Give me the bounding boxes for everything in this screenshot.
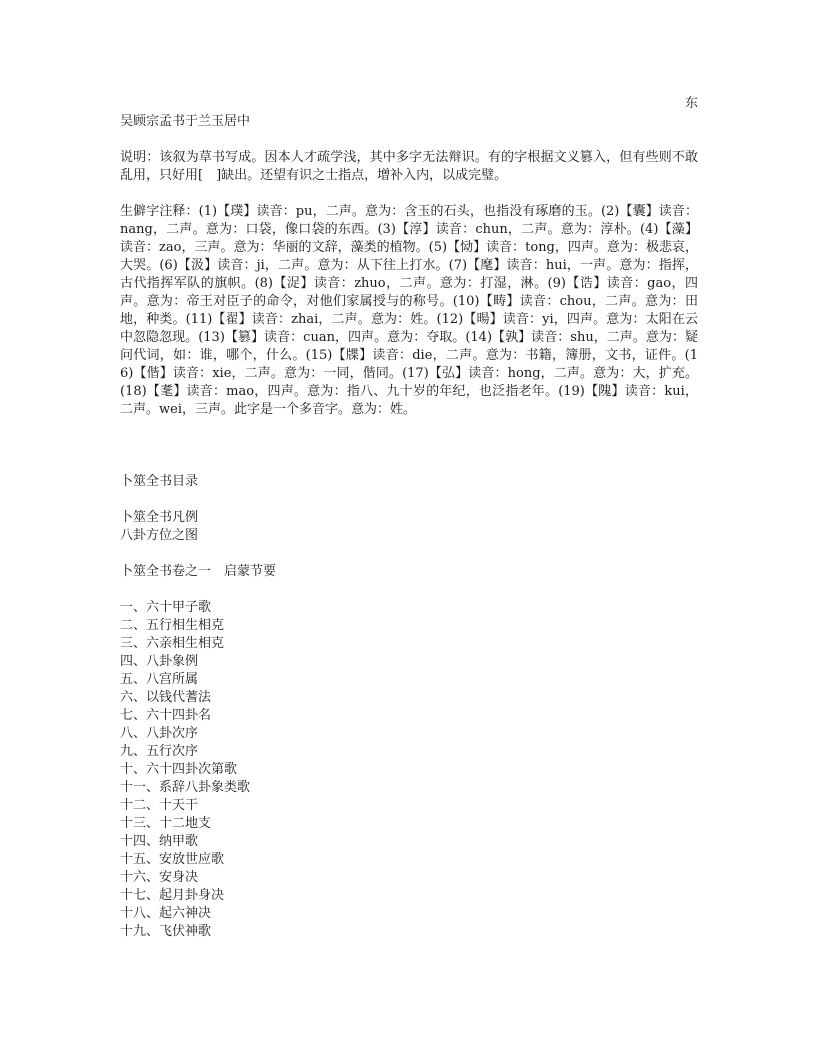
toc-item: 二、五行相生相克 — [120, 618, 225, 633]
toc-item: 十二、十天干 — [120, 798, 199, 813]
toc-item: 一、六十甲子歌 — [120, 600, 212, 615]
glossary-paragraph: 生僻字注释：(1)【璞】读音：pu，二声。意为：含玉的石头，也指没有琢磨的玉。(2)【囊】读音：nang，二声。意为：口袋，像口袋的东西。(3)【淳】读音：chun，二声。意为：淳朴。(4)【藻】读音：zao，三声。意为：华丽的文辞，藻类的植物。(5)【恸】读音：tong，四声。意为：极悲哀，大哭。(6)【汲】读音：ji，二声。意为：从下往上打水。(7)【麾】读音：hui，一声。意为：指挥，古代指挥军队的旗帜。(8)【浞】读音：zhuo，二声。意为：打湿，淋。(9)【诰】读音：gao，四声。意为：帝王对臣子的命令，对他们家属授与的称号。(10)【畴】读音：chou，二声。意为：田地，种类。(11)【翟】读音：zhai，二声。意为：姓。(12)【暘】读音：yi，四声。意为：太阳在云中忽隐忽现。(13)【篡】读音：cuan，四声。意为：夺取。(14)【孰】读音：shu，二声。意为：疑问代词，如：谁，哪个，什么。(15)【牒】读音：die，二声。意为：书籍，簿册，文书，证件。(16)【偕】读音：xie，二声。意为：一同，偕同。(17)【弘】读音：hong，二声。意为：大，扩充。(18)【耄】读音：mao，四声。意为：指八、九十岁的年纪，也泛指老年。(19)【隗】读音：kui，二声。wei，三声。此字是一个多音字。意为：姓。 — [120, 204, 698, 417]
spacer — [120, 581, 698, 599]
spacer — [120, 185, 698, 203]
spacer — [120, 419, 698, 473]
toc-item: 十四、纳甲歌 — [120, 834, 199, 849]
toc-item: 十六、安身决 — [120, 870, 199, 885]
explanation-paragraph: 说明：该叙为草书写成。因本人才疏学浅，其中多字无法辩识。有的字根据文义篡入，但有些则不敢乱用，只好用[ ]缺出。还望有识之士指点，增补入内，以成完璧。 — [120, 150, 698, 183]
toc-item: 十五、安放世应歌 — [120, 852, 225, 867]
toc-item: 十九、飞伏神歌 — [120, 924, 212, 939]
volume-title: 卜筮全书卷之一 启蒙节要 — [120, 564, 277, 579]
corner-character: 东 — [684, 96, 698, 111]
toc-item: 十三、十二地支 — [120, 816, 212, 831]
toc-list — [120, 599, 698, 941]
toc-item: 五、八宫所属 — [120, 672, 199, 687]
toc-item: 七、六十四卦名 — [120, 708, 212, 723]
toc-item: 十一、系辞八卦象类歌 — [120, 780, 251, 795]
toc-item: 九、五行次序 — [120, 744, 199, 759]
toc-item: 六、以钱代蓍法 — [120, 690, 212, 705]
spacer — [120, 131, 698, 149]
toc-title: 卜筮全书目录 — [120, 474, 199, 489]
document-page — [120, 95, 698, 941]
signature-line: 吴顾宗孟书于兰玉居中 — [120, 114, 251, 129]
toc-item: 十七、起月卦身决 — [120, 888, 225, 903]
toc-front-item: 八卦方位之图 — [120, 528, 199, 543]
toc-item: 十、六十四卦次第歌 — [120, 762, 238, 777]
toc-item: 八、八卦次序 — [120, 726, 199, 741]
toc-item: 四、八卦象例 — [120, 654, 199, 669]
spacer — [120, 491, 698, 509]
toc-front-item: 卜筮全书凡例 — [120, 510, 199, 525]
toc-item: 十八、起六神决 — [120, 906, 212, 921]
spacer — [120, 545, 698, 563]
toc-item: 三、六亲相生相克 — [120, 636, 225, 651]
